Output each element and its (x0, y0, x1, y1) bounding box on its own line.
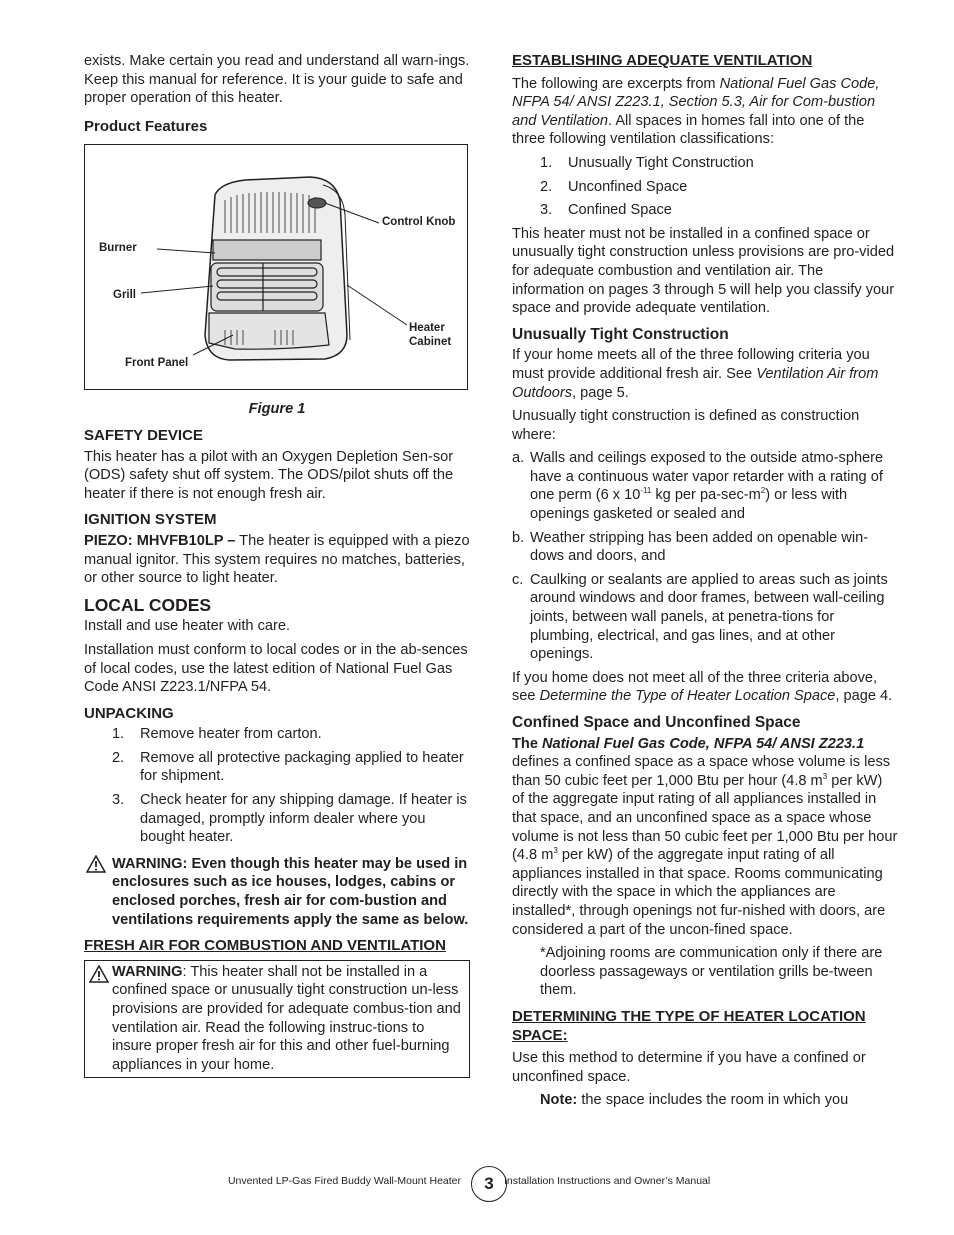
grill-label: Grill (113, 289, 137, 302)
item-text: Unusually Tight Construction (568, 154, 754, 171)
list-item (512, 449, 898, 523)
vent-p1-b: . All spaces in homes fall into one of the three following ventilation classifications: (512, 112, 865, 148)
ventilation-p2: This heater must not be installed in a confined space or unusually tight construction unless provisions are pro-vided for adequate combustion and ventilation air. The information on pages 3 through 5 will help you classify your space and provide adequate ventilation. (512, 225, 895, 317)
ventilation-heading: ESTABLISHING ADEQUATE VENTILATION (512, 52, 813, 69)
product-features-heading: Product Features (84, 117, 208, 135)
criteria-list (512, 449, 898, 664)
criteria-c-text: Caulking or sealants are applied to areas such as joints around windows and door frames, between wall-ceiling joints, between wall panels, at penetra-tions for plumbing, electrical, and gas lines, and at other openings. (530, 571, 888, 663)
warning-triangle-icon (89, 965, 109, 983)
figure-caption: Figure 1 (248, 401, 306, 418)
warning-confined-text: : This heater shall not be installed in a confined space or unusually tight construction un-less provisions are provided for adequate combus-tion and ventilation air. Read the following instruc-tions to insure proper fresh air for this and other fuel-burning appliances in your home. (112, 963, 461, 1073)
control-knob-label: Control Knob (382, 216, 456, 229)
step-number: 3. (112, 792, 125, 809)
confined-text: per kW) of the aggregate input rating of all appliances installed in that space, and an unconfined space as a space whose volume is not less than 50 cubic feet per 1,000 Btu per hour (4.8 m (512, 772, 898, 864)
item-letter: a. (512, 450, 525, 467)
list-item (84, 749, 470, 786)
tight-p3-a: If you home does not meet all of the three criteria above, see (512, 669, 878, 705)
tight-p1-ref: Ventilation Air from Outdoors (512, 365, 879, 401)
confined-code-citation: National Fuel Gas Code, NFPA 54/ ANSI Z223.1 (542, 735, 865, 752)
criteria-a-text: Walls and ceilings exposed to the outside atmo-sphere have a continuous water vapor retarder with a rating of one perm (6 x 10 (530, 450, 884, 504)
note-paragraph (512, 1091, 898, 1110)
item-text: Confined Space (568, 202, 672, 219)
criteria-a-text: ) or less with openings gasketed or sealed and (530, 487, 848, 523)
tight-p3-b: , page 4. (835, 688, 893, 705)
local-codes-heading: LOCAL CODES (84, 594, 212, 615)
intro-paragraph: exists. Make certain you read and understand all warn-ings. Keep this manual for reference. It is your guide to safe and proper operation of this heater. (84, 53, 470, 107)
tight-p3-ref: Determine the Type of Heater Location Space (539, 688, 836, 705)
unpacking-steps (84, 725, 470, 847)
item-number: 2. (540, 178, 553, 195)
page-number: 3 (471, 1166, 507, 1202)
superscript: 3 (553, 846, 558, 856)
unpacking-heading: UNPACKING (84, 704, 174, 722)
front-panel-label: Front Panel (125, 357, 189, 370)
heater-cabinet-line1: Heater (409, 322, 445, 335)
step-text: Remove all protective packaging applied to heater for shipment. (140, 749, 464, 785)
ignition-system-heading: IGNITION SYSTEM (84, 511, 217, 529)
vent-p1-citation: National Fuel Gas Code, NFPA 54/ ANSI Z223.1, Section 5.3, Air for Com-bustion and Ventilation (512, 75, 880, 129)
heater-cabinet-label (409, 321, 451, 349)
ignition-model-label: PIEZO: MHVFB10LP – (84, 532, 236, 549)
heater-illustration (85, 145, 467, 389)
heater-cabinet-line2: Cabinet (409, 336, 452, 349)
local-codes-p1: Install and use heater with care. (84, 618, 291, 635)
classification-list (512, 154, 898, 220)
tight-p2: Unusually tight construction is defined as construction where: (512, 408, 860, 443)
step-number: 2. (112, 749, 125, 766)
criteria-a-text: kg per pa-sec-m (651, 487, 761, 504)
tight-p1 (512, 346, 898, 402)
superscript: -11 (640, 486, 652, 496)
footer-title-right: Installation Instructions and Owner’s Manual (504, 1175, 711, 1187)
footer-title-left: Unvented LP-Gas Fired Buddy Wall-Mount Heater (227, 1175, 461, 1187)
item-letter: b. (512, 529, 525, 546)
list-item (84, 791, 470, 847)
confined-text: defines a confined space as a space whose volume is less than 50 cubic feet per 1,000 Btu per hour (4.8 m (512, 754, 891, 789)
confined-text: per kW) of the aggregate input rating of all appliances installed in that space. Rooms communicating directly with the space in which the appliances are installed*, through openings not fur-nished with doors, are considered a part of the uncon-fined space. (512, 847, 886, 938)
local-codes-p2: Installation must conform to local codes or in the ab-sences of local codes, use the latest edition of National Fuel Gas Code ANSI Z223.1/NFPA 54. (84, 641, 468, 696)
warning-box-confined (84, 960, 470, 1079)
note-label: Note: (540, 1092, 578, 1109)
fresh-air-heading: FRESH AIR FOR COMBUSTION AND VENTILATION (84, 937, 446, 955)
page-footer (0, 1162, 954, 1202)
list-item (512, 529, 898, 566)
safety-device-heading: SAFETY DEVICE (84, 426, 203, 444)
confined-the: The (512, 735, 542, 752)
step-text: Remove heater from carton. (140, 726, 322, 743)
burner-label: Burner (99, 242, 137, 255)
criteria-b-text: Weather stripping has been added on openable win-dows and doors, and (530, 529, 869, 565)
confined-paragraph (512, 735, 898, 940)
list-item (512, 201, 898, 220)
item-letter: c. (512, 571, 524, 588)
ventilation-p1 (512, 75, 898, 149)
right-column (512, 52, 898, 1115)
warning-enclosures (84, 855, 470, 929)
item-number: 3. (540, 202, 553, 219)
determining-heading: DETERMINING THE TYPE OF HEATER LOCATION SPACE: (512, 1007, 866, 1044)
determining-p1: Use this method to determine if you have a confined or unconfined space. (512, 1050, 866, 1085)
tight-construction-heading: Unusually Tight Construction (512, 325, 729, 343)
warning-enclosures-text: WARNING: Even though this heater may be used in enclosures such as ice houses, lodges, cabins or enclosed porches, fresh air for com-bustion and ventilations requirements apply the same as below. (112, 855, 469, 928)
tight-p1-b: , page 5. (572, 384, 629, 401)
warning-label: WARNING (112, 963, 183, 980)
warning-triangle-icon (86, 855, 106, 873)
list-item (512, 571, 898, 664)
superscript: 2 (760, 486, 766, 496)
confined-heading: Confined Space and Unconfined Space (512, 714, 801, 731)
item-number: 1. (540, 154, 553, 171)
step-number: 1. (112, 726, 125, 743)
superscript: 3 (822, 771, 828, 781)
left-column (84, 52, 470, 1078)
item-text: Unconfined Space (568, 178, 688, 195)
step-text: Check heater for any shipping damage. If heater is damaged, promptly inform dealer where you bought heater. (140, 792, 467, 846)
list-item (84, 725, 470, 744)
ignition-body: The heater is equipped with a piezo manual ignitor. This system requires no matches, batteries, or other source to light heater. (84, 532, 470, 587)
adjoining-note: *Adjoining rooms are communication only if there are doorless passageways or ventilation grills be-tween them. (540, 945, 883, 999)
tight-p3 (512, 669, 898, 706)
ignition-system-text (84, 532, 470, 588)
vent-p1-a: The following are excerpts from (512, 75, 720, 92)
tight-p1-a: If your home meets all of the three following criteria you must provide additional fresh air. See (512, 347, 870, 382)
list-item (512, 154, 898, 173)
note-text: the space includes the room in which you (577, 1092, 849, 1109)
figure-1 (84, 144, 468, 390)
list-item (512, 178, 898, 197)
safety-device-text: This heater has a pilot with an Oxygen Depletion Sen-sor (ODS) safety shut off system. The ODS/pilot shuts off the heater if there is not enough fresh air. (84, 448, 454, 502)
